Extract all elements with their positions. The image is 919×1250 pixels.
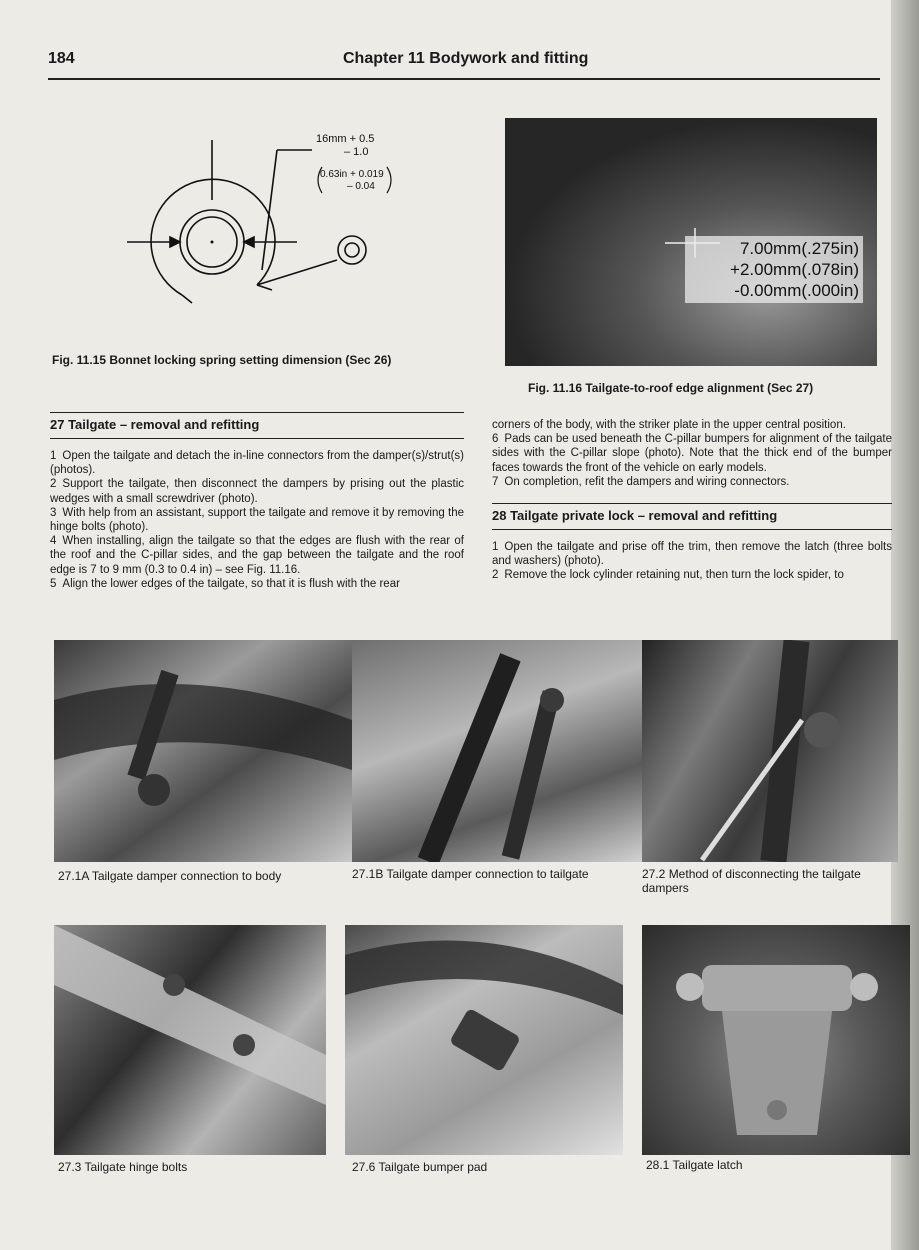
continuation-text: corners of the body, with the striker plate in the upper central position.	[492, 419, 846, 431]
caption-27-2: 27.2 Method of disconnecting the tailgate dampers	[642, 867, 861, 895]
dim-line-1: 7.00mm(.275in)	[739, 239, 859, 258]
damper-tailgate-photo-shapes	[352, 640, 642, 862]
page-number: 184	[48, 50, 75, 67]
fig-11-16-caption: Fig. 11.16 Tailgate-to-roof edge alignment (Sec 27)	[528, 381, 814, 395]
dim-line-2: +2.00mm(.078in)	[730, 260, 859, 279]
photo-28-1	[642, 925, 910, 1155]
caption-27-6: 27.6 Tailgate bumper pad	[352, 1160, 488, 1174]
s27-para-7: 7 On completion, refit the dampers and wiring connectors.	[492, 475, 790, 488]
dim-line-3: -0.00mm(.000in)	[734, 281, 859, 300]
section-28-heading: 28 Tailgate private lock – removal and refitting	[492, 503, 892, 530]
caption-27-1b: 27.1B Tailgate damper connection to tailgate	[352, 867, 589, 881]
page-header	[48, 48, 880, 80]
section-27-heading: 27 Tailgate – removal and refitting	[50, 412, 464, 439]
right-column	[492, 418, 892, 583]
fig-11-15-caption: Fig. 11.15 Bonnet locking spring setting dimension (Sec 26)	[52, 353, 392, 367]
s27-para-5: 5 Align the lower edges of the tailgate, so that it is flush with the rear	[50, 577, 400, 590]
dim-in-label: 0.63in + 0.019	[320, 169, 384, 180]
hinge-bolts-photo-shapes	[54, 925, 326, 1155]
s27-para-6: 6 Pads can be used beneath the C-pillar bumpers for alignment of the tailgate sides with the C-pillar slope (photo). Note that the thick end of the bumper faces towards the front of the vehicle on early models.	[492, 433, 892, 474]
s27-para-1: 1 Open the tailgate and detach the in-line connectors from the damper(s)/strut(s) (photos).	[50, 450, 464, 477]
photo-27-2	[642, 640, 898, 862]
chapter-title: Chapter 11 Bodywork and fitting	[343, 50, 589, 67]
damper-body-photo-shapes	[54, 640, 352, 862]
s27-para-4: 4 When installing, align the tailgate so that the edges are flush with the rear of the roof and the C-pillar sides, and the gap between the tailgate and the roof edge is 7 to 9 mm (0.3 to 0.4 in) – see Fig. 11.16.	[50, 535, 464, 576]
bumper-pad-photo-shapes	[345, 925, 623, 1155]
section-27	[50, 412, 464, 591]
s28-para-1: 1 Open the tailgate and prise off the trim, then remove the latch (three bolts and washers) (photo).	[492, 541, 892, 568]
latch-photo-shapes	[642, 925, 910, 1155]
bonnet-spring-drawing	[52, 120, 462, 345]
s27-para-2: 2 Support the tailgate, then disconnect the dampers by prising out the plastic wedges with a small screwdriver (photo).	[50, 478, 464, 505]
disconnect-damper-photo-shapes	[642, 640, 898, 862]
caption-27-3: 27.3 Tailgate hinge bolts	[58, 1160, 188, 1174]
dim-mm-tolerance: – 1.0	[344, 146, 369, 158]
dim-mm-label: 16mm + 0.5	[316, 133, 375, 145]
photo-27-1a	[54, 640, 352, 862]
fig-11-15-diagram	[52, 120, 462, 345]
s27-para-3: 3 With help from an assistant, support the tailgate and remove it by removing the hinge bolts (photo).	[50, 506, 464, 534]
s28-para-2: 2 Remove the lock cylinder retaining nut, then turn the lock spider, to	[492, 569, 844, 582]
caption-27-1a: 27.1A Tailgate damper connection to body	[58, 869, 282, 883]
photo-27-3	[54, 925, 326, 1155]
photo-27-6	[345, 925, 623, 1155]
caption-28-1: 28.1 Tailgate latch	[646, 1158, 743, 1172]
photo-27-1b	[352, 640, 642, 862]
dim-in-tolerance: – 0.04	[347, 181, 375, 192]
fig-11-16-photo	[505, 118, 877, 366]
